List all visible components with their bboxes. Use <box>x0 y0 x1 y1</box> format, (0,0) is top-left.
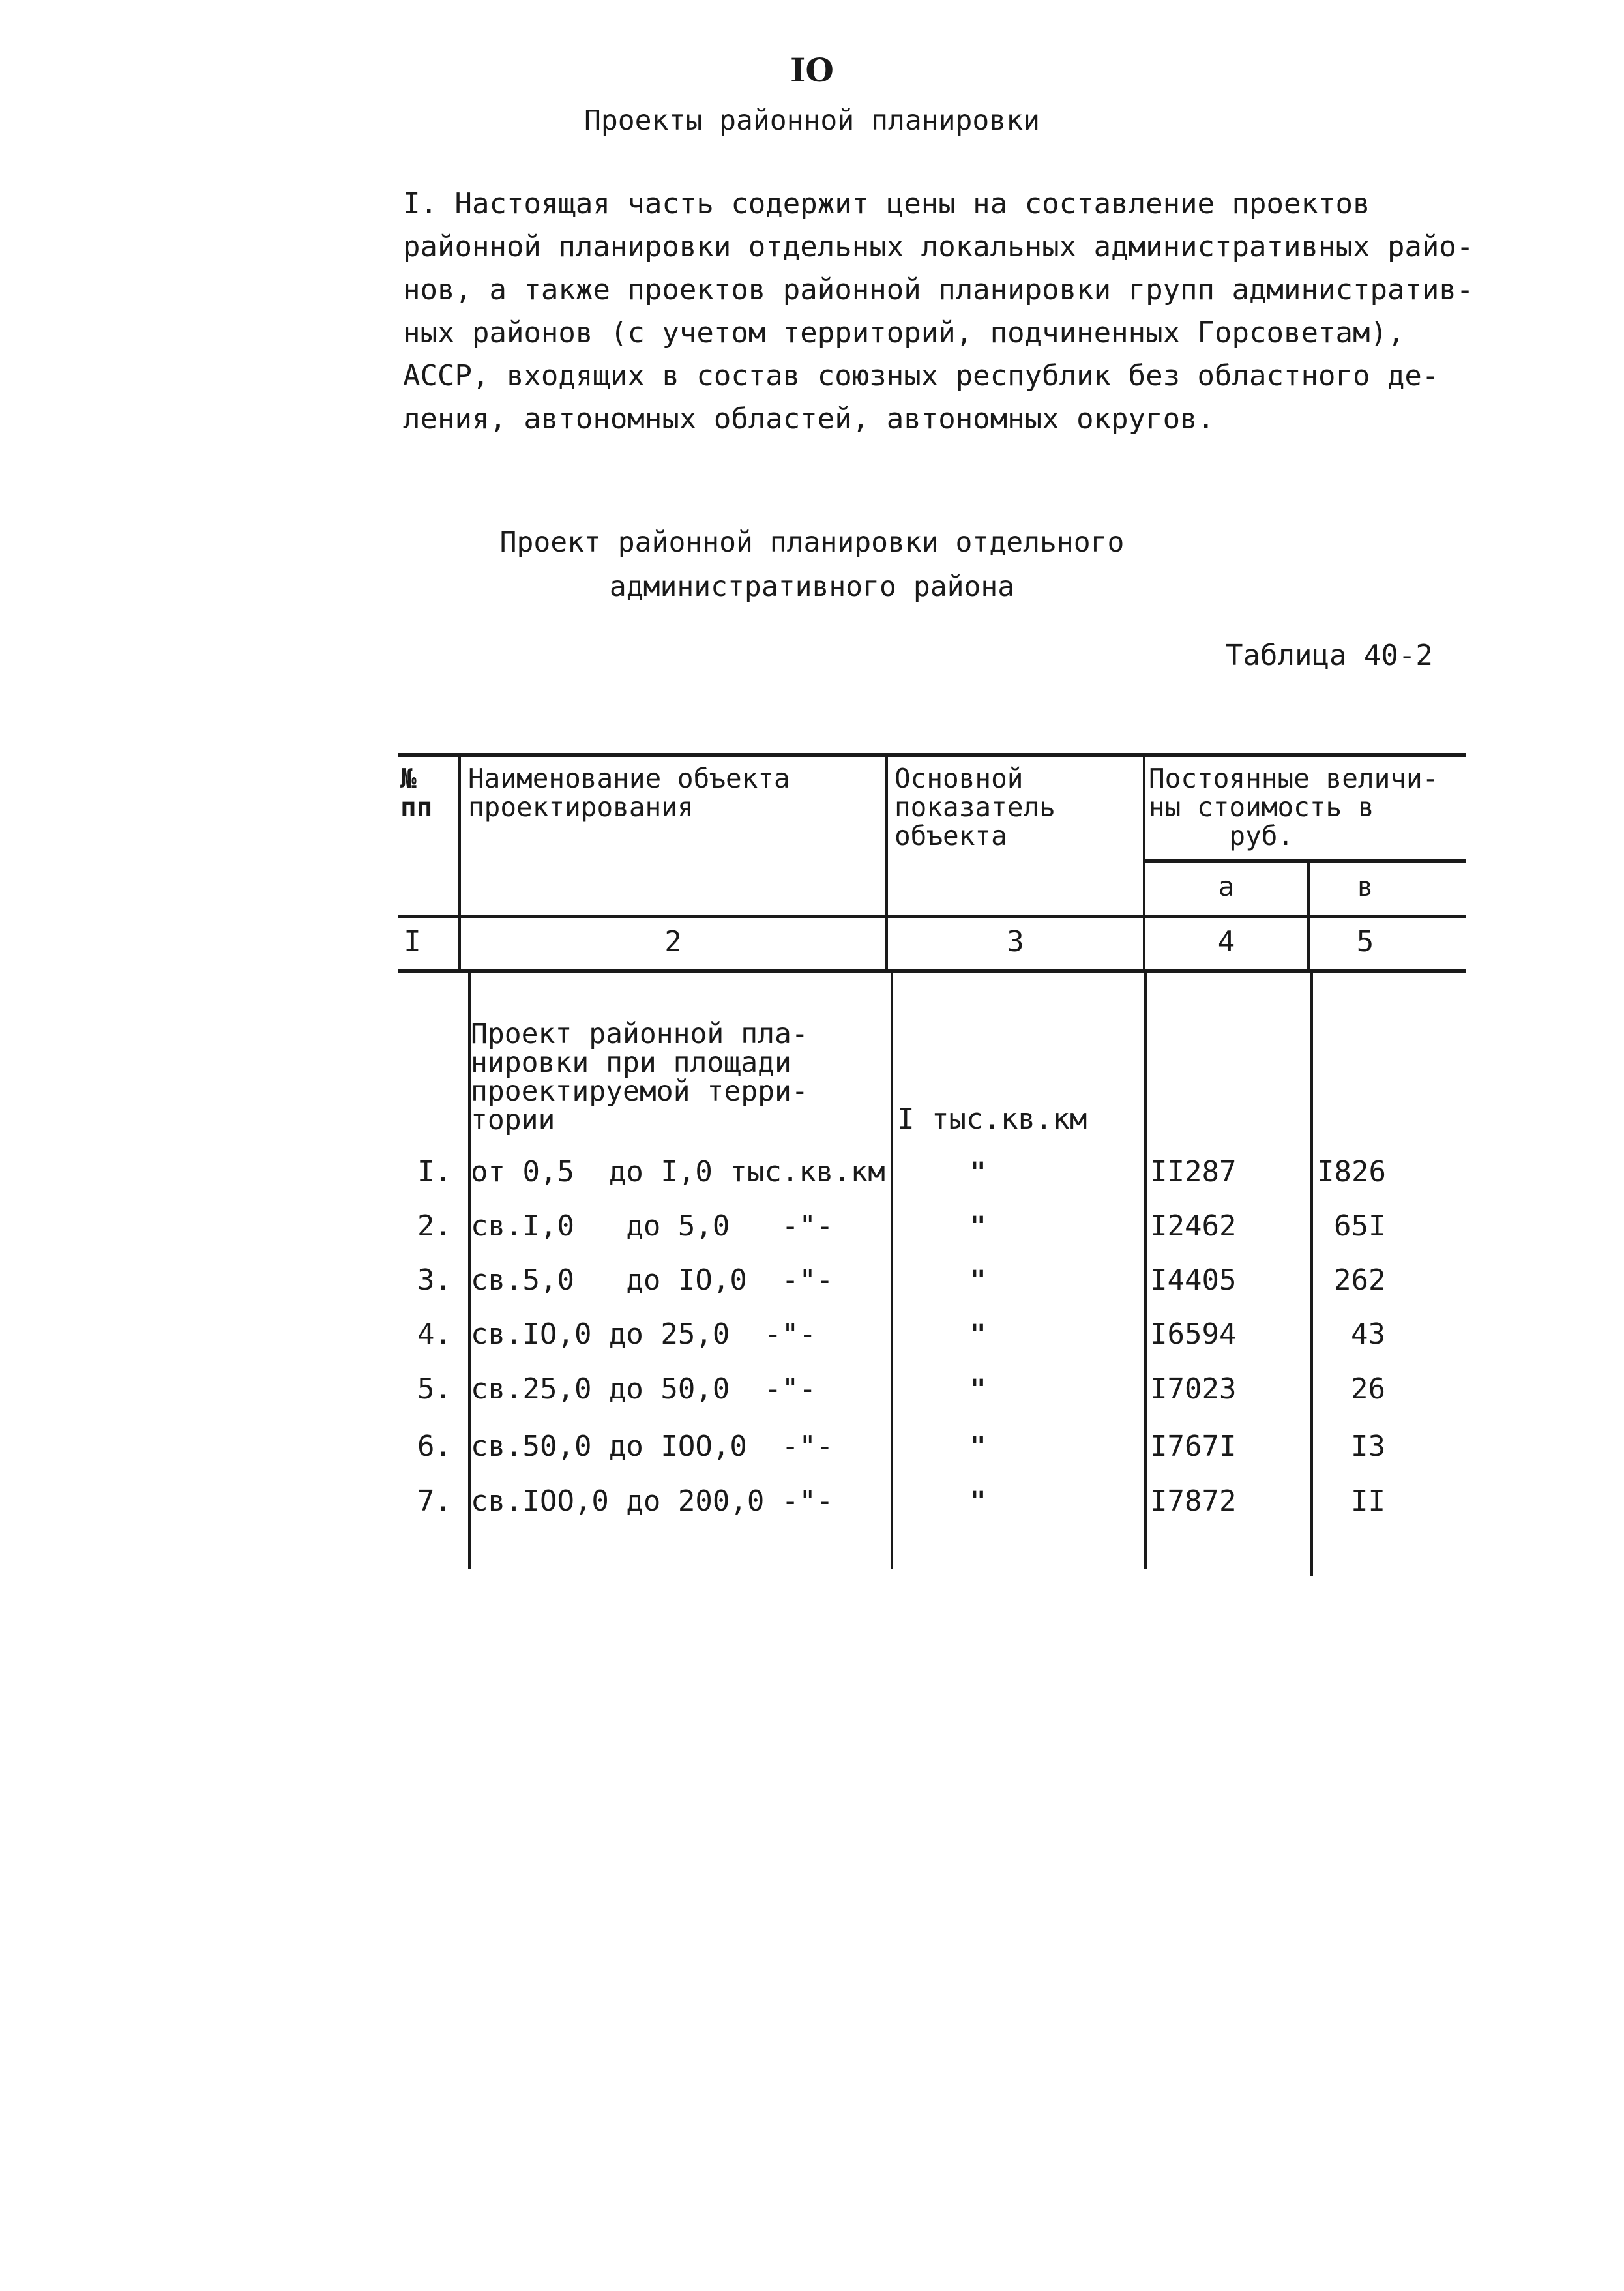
row-number: 5. <box>417 1372 452 1406</box>
row-value-a: I7872 <box>1150 1485 1237 1518</box>
row-value-a: II287 <box>1150 1155 1237 1189</box>
row-indicator: " <box>969 1318 986 1350</box>
row-value-a: I4405 <box>1150 1264 1237 1297</box>
colnum-4: 4 <box>1217 925 1235 958</box>
colnum-2: 2 <box>664 925 682 958</box>
table-body-vline-2 <box>891 973 893 1569</box>
table-header-bottom-rule <box>398 915 1466 918</box>
row-name: св.50,0 до IOO,0 -"- <box>471 1430 834 1463</box>
row-name: св.I,0 до 5,0 -"- <box>471 1209 834 1243</box>
row-indicator: " <box>969 1373 986 1405</box>
row-value-b: 65I <box>1334 1209 1386 1243</box>
colnum-5: 5 <box>1356 925 1374 958</box>
header-main-indicator: Основной показатель объекта <box>894 763 1056 851</box>
row-number: 6. <box>417 1430 452 1463</box>
colnum-3: 3 <box>1007 925 1024 958</box>
row-number: 7. <box>417 1485 452 1518</box>
row-number: 2. <box>417 1209 452 1243</box>
row-name: св.IOO,0 до 200,0 -"- <box>471 1485 834 1518</box>
row-number: 4. <box>417 1318 452 1351</box>
row-value-b: 43 <box>1351 1318 1385 1351</box>
header-col-a: а <box>1218 871 1235 902</box>
header-number: № пп <box>400 763 433 823</box>
row-value-a: I767I <box>1150 1430 1237 1463</box>
row-value-b: II <box>1351 1485 1385 1518</box>
row-value-b: 262 <box>1334 1264 1386 1297</box>
row-value-b: 26 <box>1351 1372 1385 1406</box>
header-col-b: в <box>1357 871 1374 902</box>
row-indicator: " <box>969 1264 986 1296</box>
colnum-1: I <box>404 925 421 958</box>
row-number: 3. <box>417 1264 452 1297</box>
row-indicator: " <box>969 1430 986 1462</box>
row-name: от 0,5 до I,0 тыс.кв.км <box>471 1155 885 1189</box>
row-name: св.5,0 до IO,0 -"- <box>471 1264 834 1297</box>
section-title: Проекты районной планировки <box>584 104 1040 137</box>
page-number: IO <box>790 51 834 89</box>
table-subheader-rule <box>1143 859 1466 863</box>
row-indicator: " <box>969 1156 986 1188</box>
table-top-rule <box>398 753 1466 757</box>
row-number: I. <box>417 1155 452 1189</box>
header-object-name: Наименование объекта проектирования <box>468 763 790 823</box>
table-colnum-bottom-rule <box>398 969 1466 973</box>
table-body-vline-4 <box>1310 973 1313 1576</box>
row-value-a: I6594 <box>1150 1318 1237 1351</box>
table-subtitle: Проект районной планировки отдельного административного района <box>499 526 1125 603</box>
row-value-b: I3 <box>1351 1430 1385 1463</box>
intro-paragraph: I. Настоящая часть содержит цены на составление проектов районной планировки отдельных локальных административных райо- нов, а также проектов районной планировки групп административ- ных районов (с учетом территорий, подчиненных Горсоветам), АССР, входящих в состав союзных республик без областного де- ления, автономных областей, автономных округов. <box>403 187 1474 436</box>
row-name: св.IO,0 до 25,0 -"- <box>471 1318 816 1351</box>
row-name: св.25,0 до 50,0 -"- <box>471 1372 816 1406</box>
row-value-a: I2462 <box>1150 1209 1237 1243</box>
row-indicator: " <box>969 1210 986 1242</box>
table-body-vline-3 <box>1144 973 1147 1569</box>
header-constant-values: Постоянные величи- ны стоимость в руб. <box>1149 763 1439 851</box>
table-label: Таблица 40-2 <box>1226 639 1433 672</box>
row-value-b: I826 <box>1317 1155 1386 1189</box>
group-indicator: I тыс.кв.км <box>897 1102 1087 1136</box>
group-title: Проект районной пла- нировки при площади проектируемой терри- тории <box>471 1018 808 1136</box>
row-indicator: " <box>969 1485 986 1517</box>
row-value-a: I7023 <box>1150 1372 1237 1406</box>
